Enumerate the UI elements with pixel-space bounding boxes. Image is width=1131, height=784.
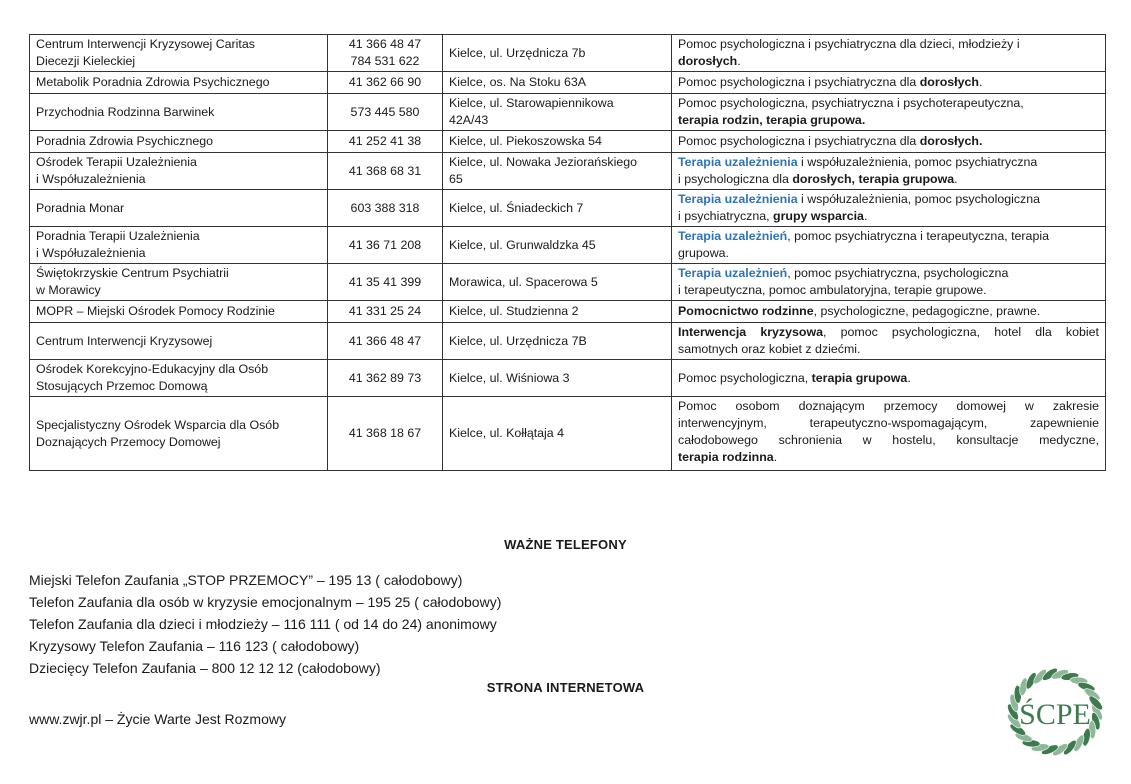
description-line: [678, 265, 1099, 282]
phone-number-line: 41 368 18 67: [348, 426, 422, 440]
description-text: .: [978, 75, 983, 89]
address-line: Kielce, os. Na Stoku 63A: [449, 75, 587, 89]
description-text: i terapeutyczna, pomoc ambulatoryjna, terapie grupowe.: [678, 283, 987, 297]
description-text: Pomoc psychologiczna i psychiatryczna dla: [678, 75, 920, 89]
services-description: [672, 360, 1106, 397]
institution-name: [30, 397, 328, 471]
description-line: [678, 398, 1099, 415]
description-line: [678, 191, 1099, 208]
phone-number: [328, 227, 443, 264]
institution-name-line: w Morawicy: [36, 283, 101, 297]
description-text: , psychologiczne, pedagogiczne, prawne.: [813, 304, 1041, 318]
institution-name-line: Poradnia Monar: [36, 200, 125, 215]
description-text: interwencyjnym, terapeutyczno-wspomagającym, zapewnienie: [678, 416, 1099, 430]
phone-line: Telefon Zaufania dla dzieci i młodzieży – 116 111 ( od 14 do 24) anonimowy: [29, 616, 497, 632]
institution-name: [30, 190, 328, 227]
address-line: Kielce, ul. Studzienna 2: [449, 304, 579, 318]
description-line: [678, 208, 1099, 225]
description-text: całodobowego schronienia w hostelu, konsultacje medyczne,: [678, 433, 1099, 447]
institution-name-line: Stosujących Przemoc Domową: [36, 379, 208, 393]
services-description: [672, 190, 1106, 227]
services-description: [672, 35, 1106, 72]
phone-number: [328, 35, 443, 72]
phone-number-line: 573 445 580: [350, 104, 420, 119]
description-line: [678, 36, 1099, 53]
institution-name: [30, 131, 328, 153]
logo-lettering: ŚCPE: [1019, 698, 1091, 731]
services-description: [672, 301, 1106, 323]
description-text: Pomoc osobom doznającym przemocy domowej w zakresie: [678, 399, 1099, 413]
services-description: [672, 397, 1106, 471]
address: [443, 72, 672, 94]
institution-name: [30, 94, 328, 131]
description-line: [678, 245, 1099, 262]
description-line: [678, 449, 1099, 466]
address-line: 65: [449, 172, 463, 186]
table-row: [30, 131, 1106, 153]
important-phones-heading: WAŻNE TELEFONY: [504, 537, 627, 552]
address: [443, 227, 672, 264]
description-text: .: [907, 370, 911, 385]
institution-name-line: Metabolik Poradnia Zdrowia Psychicznego: [36, 75, 270, 89]
table-row: [30, 264, 1106, 301]
address-line: Kielce, ul. Wiśniowa 3: [449, 370, 570, 385]
address-line: Kielce, ul. Piekoszowska 54: [449, 134, 602, 148]
bold-term: grupy wsparcia: [773, 209, 864, 223]
description-text: , pomoc psychiatryczna, psychologiczna: [787, 266, 1009, 280]
description-line: [678, 415, 1099, 432]
address-line: 42A/43: [449, 113, 489, 127]
highlighted-term: Terapia uzależnienia: [678, 155, 798, 169]
phone-number: [328, 190, 443, 227]
institution-name: [30, 323, 328, 360]
institution-name-line: i Współuzależnienia: [36, 246, 146, 260]
institution-name-line: Poradnia Zdrowia Psychicznego: [36, 134, 214, 148]
institution-name-line: Specjalistyczny Ośrodek Wsparcia dla Osób: [36, 417, 280, 432]
phone-number-line: 41 252 41 38: [348, 134, 422, 148]
phone-number-line: 784 531 622: [350, 54, 420, 68]
description-text: Pomoc psychologiczna, psychiatryczna i psychoterapeutyczna,: [678, 96, 1024, 110]
institution-name: [30, 35, 328, 72]
table-row: [30, 153, 1106, 190]
address: [443, 397, 672, 471]
description-line: [678, 133, 1099, 150]
description-line: [678, 324, 1099, 341]
phone-number-line: 41 366 48 47: [348, 333, 422, 348]
scpe-logo: [1000, 664, 1110, 760]
services-description: [672, 323, 1106, 360]
website-link[interactable]: www.zwjr.pl – Życie Warte Jest Rozmowy: [29, 711, 286, 727]
address-line: Kielce, ul. Kołłątaja 4: [449, 426, 565, 440]
description-line: [678, 171, 1099, 188]
description-text: i współuzależnienia, pomoc psychologiczna: [797, 192, 1041, 206]
phone-number-line: 41 331 25 24: [348, 304, 422, 318]
table-row: [30, 94, 1106, 131]
institution-name-line: MOPR – Miejski Ośrodek Pomocy Rodzinie: [36, 304, 275, 318]
services-description: [672, 72, 1106, 94]
address: [443, 360, 672, 397]
description-text: Pomoc psychologiczna i psychiatryczna dla: [678, 134, 920, 148]
address: [443, 190, 672, 227]
phone-number: [328, 131, 443, 153]
phone-number-line: 41 36 71 208: [348, 237, 422, 252]
description-line: [678, 303, 1099, 320]
phone-number-line: 41 368 68 31: [348, 163, 422, 178]
address-line: Kielce, ul. Urzędnicza 7B: [449, 333, 587, 348]
website-heading: STRONA INTERNETOWA: [486, 680, 645, 695]
description-line: [678, 228, 1099, 245]
institution-name: [30, 360, 328, 397]
services-description: [672, 153, 1106, 190]
description-line: [678, 282, 1099, 299]
address: [443, 323, 672, 360]
description-line: [678, 112, 1099, 129]
institution-name: [30, 153, 328, 190]
description-line: [678, 432, 1099, 449]
institution-name: [30, 301, 328, 323]
address: [443, 153, 672, 190]
institution-name: [30, 264, 328, 301]
description-line: [678, 74, 1099, 91]
phone-number: [328, 301, 443, 323]
address-line: Kielce, ul. Śniadeckich 7: [449, 200, 584, 215]
description-text: Pomoc psychologiczna,: [678, 370, 812, 385]
phone-number-line: 41 362 89 73: [348, 370, 422, 385]
institution-name-line: Poradnia Terapii Uzależnienia: [36, 229, 200, 243]
bold-term: Pomocnictwo rodzinne: [678, 304, 814, 318]
services-description: [672, 264, 1106, 301]
directory-body: [30, 35, 1106, 471]
institution-name-line: Doznających Przemocy Domowej: [36, 434, 221, 449]
address: [443, 94, 672, 131]
bold-term: terapia rodzin, terapia grupowa.: [678, 113, 866, 127]
description-line: [678, 370, 1099, 387]
phone-number: [328, 360, 443, 397]
address-line: Kielce, ul. Grunwaldzka 45: [449, 237, 596, 252]
institution-name-line: Świętokrzyskie Centrum Psychiatrii: [36, 266, 229, 280]
phone-number-line: 603 388 318: [350, 200, 420, 215]
phone-number: [328, 264, 443, 301]
description-text: Pomoc psychologiczna i psychiatryczna dla dzieci, młodzieży i: [678, 37, 1020, 51]
description-line: [678, 95, 1099, 112]
address: [443, 264, 672, 301]
description-line: [678, 154, 1099, 171]
highlighted-term: Terapia uzależnień: [678, 229, 788, 243]
bold-term: dorosłych.: [919, 134, 983, 148]
bold-term: terapia grupowa: [811, 370, 908, 385]
phone-line: Dziecięcy Telefon Zaufania – 800 12 12 12 (całodobowy): [29, 660, 381, 676]
table-row: [30, 72, 1106, 94]
description-text: i psychiatryczna,: [678, 209, 774, 223]
services-description: [672, 227, 1106, 264]
description-text: , pomoc psychiatryczna i terapeutyczna, terapia: [787, 229, 1049, 243]
bold-term: dorosłych, terapia grupowa: [792, 172, 955, 186]
phone-line: Miejski Telefon Zaufania „STOP PRZEMOCY” – 195 13 ( całodobowy): [29, 572, 463, 588]
services-description: [672, 131, 1106, 153]
phone-number: [328, 397, 443, 471]
institution-name-line: Centrum Interwencji Kryzysowej Caritas: [36, 37, 255, 51]
bold-term: dorosłych: [678, 54, 738, 68]
institution-name-line: Ośrodek Terapii Uzależnienia: [36, 155, 197, 169]
address: [443, 131, 672, 153]
phone-number: [328, 94, 443, 131]
phone-number: [328, 153, 443, 190]
address-line: Morawica, ul. Spacerowa 5: [449, 274, 598, 289]
bold-term: Interwencja kryzysowa: [678, 325, 823, 339]
important-phones-list: [29, 569, 501, 679]
table-row: [30, 227, 1106, 264]
description-line: [678, 53, 1099, 70]
institution-name-line: Diecezji Kieleckiej: [36, 54, 136, 68]
phone-number-line: 41 362 66 90: [348, 75, 422, 89]
description-text: , pomoc psychologiczna, hotel dla kobiet: [823, 325, 1099, 339]
address-line: Kielce, ul. Urzędnicza 7b: [449, 45, 586, 60]
table-row: [30, 190, 1106, 227]
description-text: grupowa.: [678, 246, 729, 260]
institution-name-line: Centrum Interwencji Kryzysowej: [36, 333, 213, 348]
description-text: .: [773, 450, 778, 464]
bold-term: dorosłych: [919, 75, 979, 89]
phone-number-line: 41 366 48 47: [348, 37, 422, 51]
help-directory-table: [29, 34, 1106, 471]
table-row: [30, 323, 1106, 360]
table-row: [30, 35, 1106, 72]
address: [443, 35, 672, 72]
phone-number: [328, 72, 443, 94]
institution-name-line: Ośrodek Korekcyjno-Edukacyjny dla Osób: [36, 362, 269, 376]
address-line: Kielce, ul. Nowaka Jeziorańskiego: [449, 155, 638, 169]
services-description: [672, 94, 1106, 131]
bold-term: terapia rodzinna: [678, 450, 774, 464]
address: [443, 301, 672, 323]
highlighted-term: Terapia uzależnień: [678, 266, 788, 280]
phone-line: Kryzysowy Telefon Zaufania – 116 123 ( całodobowy): [29, 638, 360, 654]
institution-name: [30, 72, 328, 94]
description-text: .: [737, 54, 741, 68]
table-row: [30, 397, 1106, 471]
table-row: [30, 360, 1106, 397]
institution-name-line: i Współuzależnienia: [36, 172, 146, 186]
institution-name-line: Przychodnia Rodzinna Barwinek: [36, 104, 215, 119]
phone-number: [328, 323, 443, 360]
address-line: Kielce, ul. Starowapiennikowa: [449, 96, 614, 110]
highlighted-term: Terapia uzależnienia: [678, 192, 798, 206]
institution-name: [30, 227, 328, 264]
description-line: [678, 341, 1099, 358]
description-text: i psychologiczna dla: [678, 172, 793, 186]
description-text: samotnych oraz kobiet z dziećmi.: [678, 342, 861, 356]
description-text: i współuzależnienia, pomoc psychiatryczna: [797, 155, 1038, 169]
table-row: [30, 301, 1106, 323]
phone-number-line: 41 35 41 399: [348, 274, 422, 289]
description-text: .: [954, 172, 958, 186]
description-text: .: [863, 209, 868, 223]
phone-line: Telefon Zaufania dla osób w kryzysie emocjonalnym – 195 25 ( całodobowy): [29, 594, 502, 610]
